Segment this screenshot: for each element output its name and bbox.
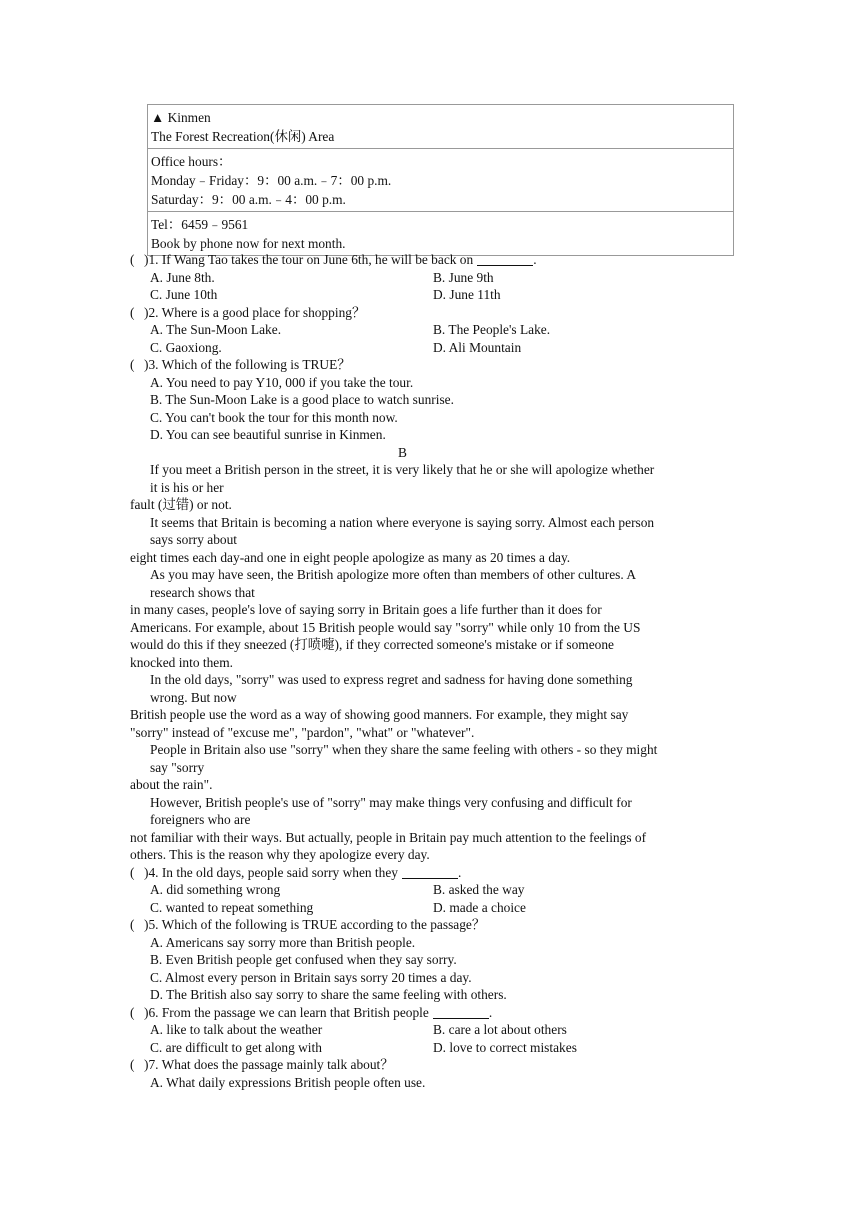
option-b: B. The Sun-Moon Lake is a good place to watch sunrise. — [150, 392, 454, 407]
question-4-end: . — [458, 864, 462, 880]
answer-paren: ( — [130, 357, 135, 372]
option-d: D. love to correct mistakes — [433, 1039, 577, 1055]
paragraph-text: research shows that — [150, 584, 255, 600]
office-hours-weekday: Monday﹣Friday：9：00 a.m.﹣7：00 p.m. — [151, 173, 392, 188]
question-6-options-row1 — [130, 1021, 733, 1039]
info-box-hours — [148, 148, 733, 211]
question-3 — [130, 356, 733, 374]
paragraph-text: would do this if they sneezed (打喷嚏), if they corrected someone's mistake or if someone — [130, 637, 614, 652]
question-1-options-row2 — [130, 286, 733, 304]
option-b: B. care a lot about others — [433, 1022, 567, 1037]
question-6-end: . — [488, 1004, 493, 1020]
answer-paren: ( — [130, 864, 135, 880]
question-1-end: . — [533, 252, 537, 267]
question-3-text: )3. Which of the following is TRUE？ — [144, 357, 351, 372]
answer-paren: ( — [130, 917, 135, 932]
paragraph-1 — [130, 461, 733, 496]
option-d: D. You can see beautiful sunrise in Kinmen. — [150, 427, 386, 442]
question-4-options-row2 — [130, 899, 733, 917]
option-c: C. You can't book the tour for this month now. — [150, 409, 398, 425]
paragraph-6 — [130, 794, 733, 829]
paragraph-text: eight times each day-and one in eight people apologize as many as 20 times a day. — [130, 549, 571, 565]
question-1 — [130, 251, 733, 269]
question-2-options-row2 — [130, 339, 733, 357]
answer-blank — [402, 866, 458, 879]
paragraph-text: As you may have seen, the British apologize more often than members of other cultures. A — [150, 567, 637, 582]
paragraph-text: British people use the word as a way of showing good manners. For example, they might say — [130, 707, 629, 722]
option-c: C. wanted to repeat something — [150, 899, 314, 915]
question-7-text: )7. What does the passage mainly talk about？ — [144, 1057, 394, 1072]
option-d: D. June 11th — [433, 287, 501, 302]
paragraph-text: say "sorry — [150, 759, 205, 775]
question-2 — [130, 304, 733, 322]
office-hours-saturday: Saturday：9：00 a.m.﹣4：00 p.m. — [151, 192, 346, 207]
option-d: D. The British also say sorry to share the same feeling with others. — [150, 987, 507, 1002]
paragraph-text: It seems that Britain is becoming a nation where everyone is saying sorry. Almost each person — [150, 514, 655, 530]
paragraph-text: fault (过错) or not. — [130, 497, 232, 512]
answer-paren: ( — [130, 304, 135, 320]
option-c: C. are difficult to get along with — [150, 1039, 322, 1055]
paragraph-3 — [130, 566, 733, 601]
info-header-subtitle: The Forest Recreation(休闲) Area — [151, 129, 335, 144]
exercise-content — [130, 251, 733, 1091]
question-1-options-row1 — [130, 269, 733, 287]
question-2-options-row1 — [130, 321, 733, 339]
paragraph-text: knocked into them. — [130, 654, 234, 670]
option-c: C. Gaoxiong. — [150, 339, 222, 355]
question-6-options-row2 — [130, 1039, 733, 1057]
question-4-options-row1 — [130, 881, 733, 899]
option-a: A. What daily expressions British people often use. — [150, 1074, 426, 1090]
option-b: B. The People's Lake. — [433, 322, 551, 337]
answer-paren: ( — [130, 1004, 135, 1020]
paragraph-text: wrong. But now — [150, 689, 237, 705]
paragraph-text: not familiar with their ways. But actually, people in Britain pay much attention to the feelings of — [130, 829, 647, 845]
question-6-text: )6. From the passage we can learn that British people — [144, 1004, 429, 1020]
answer-blank — [477, 253, 533, 266]
option-a: A. You need to pay Y10, 000 if you take the tour. — [150, 374, 414, 390]
answer-blank — [433, 1006, 489, 1019]
option-b: B. asked the way — [433, 882, 525, 897]
paragraph-text: People in Britain also use "sorry" when they share the same feeling with others - so they might — [150, 742, 658, 757]
paragraph-text: If you meet a British person in the street, it is very likely that he or she will apologize whether — [150, 462, 655, 477]
paragraph-text: about the rain". — [130, 777, 213, 792]
question-7 — [130, 1056, 733, 1074]
section-title: B — [398, 444, 407, 460]
paragraph-text: "sorry" instead of "excuse me", "pardon", "what" or "whatever". — [130, 724, 475, 740]
info-box-contact — [148, 211, 733, 255]
paragraph-text: In the old days, "sorry" was used to express regret and sadness for having done something — [150, 672, 633, 687]
option-b: B. June 9th — [433, 269, 494, 285]
question-5-text: )5. Which of the following is TRUE according to the passage？ — [144, 917, 486, 932]
option-d: D. Ali Mountain — [433, 339, 522, 355]
paragraph-text: in many cases, people's love of saying sorry in Britain goes a life further than it does for — [130, 602, 602, 617]
question-2-text: )2. Where is a good place for shopping？ — [144, 304, 366, 320]
option-c: C. June 10th — [150, 287, 218, 302]
paragraph-text: says sorry about — [150, 532, 238, 547]
option-a: A. The Sun-Moon Lake. — [150, 322, 282, 337]
paragraph-text: Americans. For example, about 15 British people would say "sorry" while only 10 from the US — [130, 619, 641, 635]
option-c: C. Almost every person in Britain says sorry 20 times a day. — [150, 969, 472, 985]
paragraph-text: others. This is the reason why they apologize every day. — [130, 847, 430, 862]
option-b: B. Even British people get confused when they say sorry. — [150, 952, 457, 967]
question-6 — [130, 1004, 733, 1022]
question-4 — [130, 864, 733, 882]
telephone: Tel：6459﹣9561 — [151, 217, 249, 232]
question-5 — [130, 916, 733, 934]
paragraph-5 — [130, 741, 733, 776]
option-a: A. like to talk about the weather — [150, 1022, 323, 1037]
answer-paren: ( — [130, 252, 135, 267]
option-a: A. Americans say sorry more than British people. — [150, 934, 416, 950]
option-d: D. made a choice — [433, 899, 526, 915]
option-a: A. June 8th. — [150, 269, 215, 285]
paragraph-text: it is his or her — [150, 479, 224, 495]
answer-paren: ( — [130, 1057, 135, 1072]
question-1-text: )1. If Wang Tao takes the tour on June 6th, he will be back on — [144, 252, 474, 267]
booking-note: Book by phone now for next month. — [151, 236, 346, 251]
info-header-title: ▲ Kinmen — [151, 110, 211, 125]
info-box — [147, 104, 734, 256]
paragraph-text: foreigners who are — [150, 812, 251, 827]
question-4-text: )4. In the old days, people said sorry when they — [144, 864, 398, 880]
paragraph-2 — [130, 514, 733, 549]
office-hours-label: Office hours： — [151, 154, 232, 169]
option-a: A. did something wrong — [150, 882, 281, 897]
paragraph-text: However, British people's use of "sorry" may make things very confusing and difficult for — [150, 794, 632, 810]
info-box-header — [148, 105, 733, 148]
paragraph-4 — [130, 671, 733, 706]
